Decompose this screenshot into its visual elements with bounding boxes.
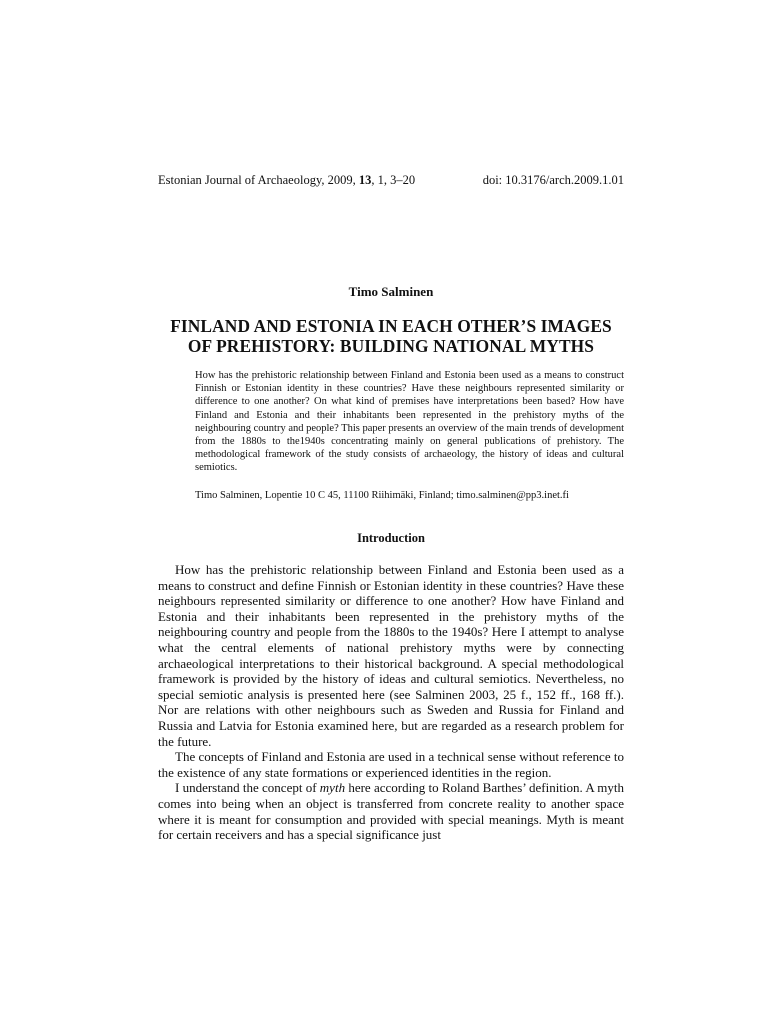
paragraph: How has the prehistoric relationship between Finland and Estonia been used as a means to construct and define Finnish or Estonian identity in these countries? Have these neighbours represented similarity or difference to one another? How have Finland and Estonia and their inhabitants been represented in the prehistory myths of the neighbouring country and people from the 1880s to the 1940s? Here I attempt to analyse what the central elements of national prehistory myths were by connecting archaeological interpretations to their historical background. A special methodological framework is provided by the history of ideas and cultural semiotics. Nevertheless, no special semiotic analysis is presented here (see Salminen 2003, 25 f., 152 ff., 168 ff.). Nor are relations with other neighbours such as Sweden and Russia for Finland and Russia and Latvia for Estonia examined here, but are regarded as a research problem for the future. (158, 562, 624, 749)
journal-citation: Estonian Journal of Archaeology, 2009, 13, 1, 3–20 (158, 173, 416, 187)
running-header (158, 172, 624, 188)
title-line-1: FINLAND AND ESTONIA IN EACH OTHER’S IMAGES (170, 316, 612, 336)
author-name: Timo Salminen (348, 284, 434, 299)
paragraph: The concepts of Finland and Estonia are used in a technical sense without reference to the existence of any state formations or experienced identities in the region. (158, 749, 624, 780)
paragraph: I understand the concept of myth here according to Roland Barthes’ definition. A myth comes into being when an object is transferred from concrete reality to another space where it is meant for consumption and provided with special meanings. Myth is meant for certain receivers and has a special significance just (158, 780, 624, 843)
section-heading-introduction: Introduction (357, 531, 425, 545)
author-address: Timo Salminen, Lopentie 10 C 45, 11100 Riihimäki, Finland; timo.salminen@pp3.inet.fi (195, 490, 569, 501)
doi: doi: 10.3176/arch.2009.1.01 (482, 173, 624, 187)
emphasis-myth: myth (319, 780, 346, 796)
abstract: How has the prehistoric relationship between Finland and Estonia been used as a means to construct Finnish or Estonian identity in these countries? Have these neighbours represented similarity or difference to one another? On what kind of premises have interpretations been based? How have Finland and Estonia and their inhabitants been represented in the prehistory myths of the neighbouring country and people? This paper presents an overview of the main trends of development from the 1880s to the1940s concentrating mainly on general publications of prehistory. The methodological framework of the study consists of archaeology, the history of ideas and cultural semiotics. (195, 370, 625, 474)
journal-volume: 13 (358, 173, 372, 187)
body-text (158, 562, 624, 843)
title-line-2: OF PREHISTORY: BUILDING NATIONAL MYTHS (187, 336, 595, 356)
paper-title (158, 316, 624, 356)
